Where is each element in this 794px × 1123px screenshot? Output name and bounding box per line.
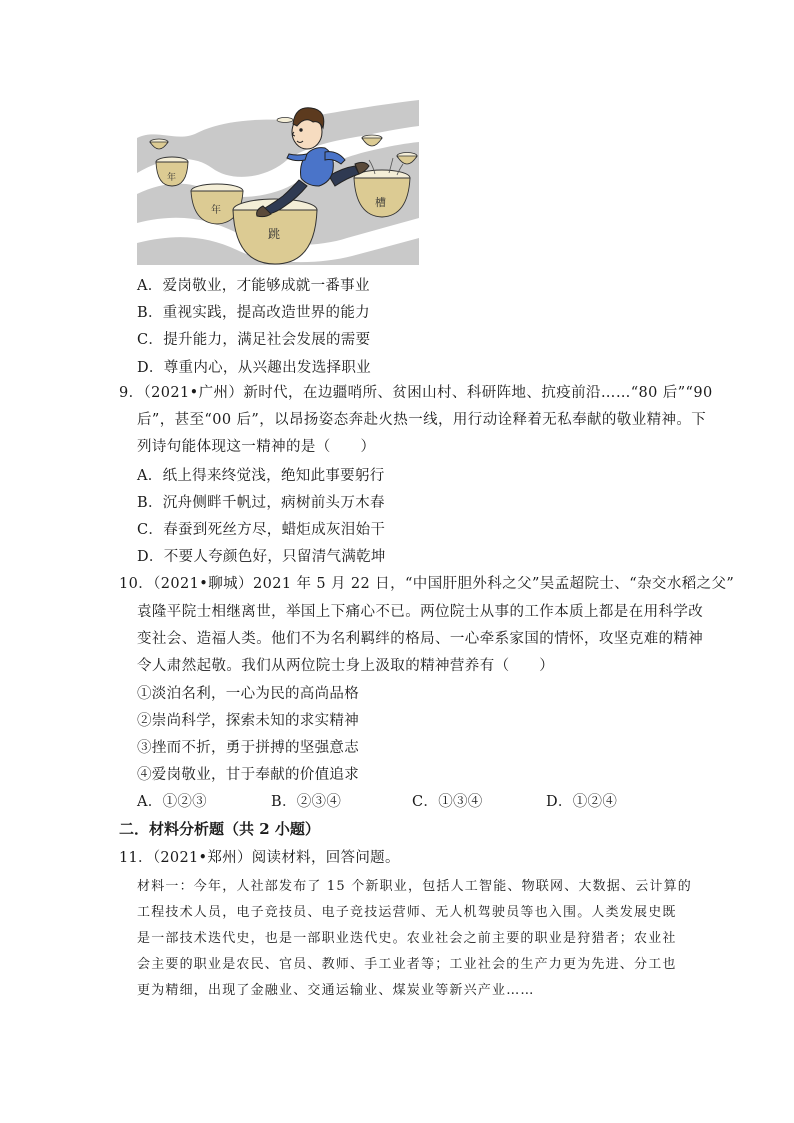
bowl-label: 槽: [375, 196, 386, 209]
q10-stem-line-3: 变社会、造福人类。他们不为名利羁绊的格局、一心牵系家国的情怀，攻坚克难的精神: [137, 631, 704, 647]
q10-item-3: ③挫而不折，勇于拼搏的坚强意志: [137, 740, 359, 756]
q10-option-b: B．②③④: [271, 794, 342, 810]
q11-material-line-1: 材料一：今年，人社部发布了 15 个新职业，包括人工智能、物联网、大数据、云计算的: [137, 879, 693, 894]
q10-item-2: ②崇尚科学，探索未知的求实精神: [137, 713, 359, 729]
q10-item-1: ①淡泊名利，一心为民的高尚品格: [137, 686, 359, 702]
q8-option-d: D．尊重内心，从兴趣出发选择职业: [137, 360, 371, 376]
q11-stem: 11．（2021•郑州）阅读材料，回答问题。: [119, 850, 400, 866]
q10-stem-line-2: 袁隆平院士相继离世，举国上下痛心不已。两位院士从事的工作本质上都是在用科学改: [137, 604, 704, 620]
section-heading: 二．材料分析题（共 2 小题）: [119, 820, 320, 838]
q11-material-line-2: 工程技术人员，电子竞技员、电子竞技运营师、无人机驾驶员等也入围。人类发展史既: [137, 905, 677, 920]
q8-option-c: C．提升能力，满足社会发展的需要: [137, 332, 371, 348]
q10-option-d: D．①②④: [546, 794, 618, 810]
q9-stem-line-3: 列诗句能体现这一精神的是（ ）: [137, 439, 376, 455]
q11-material-line-3: 是一部技术迭代史，也是一部职业迭代史。农业社会之前主要的职业是狩猎者；农业社: [137, 931, 677, 946]
q10-stem-line-1: 10．（2021•聊城）2021 年 5 月 22 日，“中国肝胆外科之父”吴孟超院士、“杂交水稻之父”: [119, 576, 735, 592]
q10-option-a: A．①②③: [137, 794, 207, 810]
q8-option-a: A．爱岗敬业，才能够成就一番事业: [137, 278, 370, 294]
q10-stem-line-4: 令人肃然起敬。我们从两位院士身上汲取的精神营养有（ ）: [137, 658, 555, 674]
q10-item-4: ④爱岗敬业，甘于奉献的价值追求: [137, 767, 359, 783]
bowl-label: 跳: [268, 227, 281, 241]
q11-material-line-4: 会主要的职业是农民、官员、教师、手工业者等；工业社会的生产力更为先进、分工也: [137, 957, 677, 972]
bowl-label: 年: [167, 173, 177, 183]
q9-option-a: A．纸上得来终觉浅，绝知此事要躬行: [137, 468, 385, 484]
q9-stem-line-1: 9．（2021•广州）新时代，在边疆哨所、贫困山村、科研阵地、抗疫前沿……“80 后”“90: [119, 385, 713, 401]
q8-option-b: B．重视实践，提高改造世界的能力: [137, 305, 370, 321]
cartoon-illustration: [137, 98, 419, 265]
q10-option-c: C．①③④: [412, 794, 483, 810]
q9-option-c: C．春蚕到死丝方尽，蜡炬成灰泪始干: [137, 522, 386, 538]
q9-option-b: B．沉舟侧畔千帆过，病树前头万木春: [137, 495, 385, 511]
small-bowl-top: [277, 118, 293, 123]
q9-stem-line-2: 后”，甚至“00 后”，以昂扬姿态奔赴火热一线，用行动诠释着无私奉献的敬业精神。下: [137, 412, 707, 428]
q9-option-d: D．不要人夸颜色好，只留清气满乾坤: [137, 549, 386, 565]
q11-material-line-5: 更为精细，出现了金融业、交通运输业、煤炭业等新兴产业……: [137, 983, 535, 998]
bowl-label: 年: [211, 205, 221, 216]
